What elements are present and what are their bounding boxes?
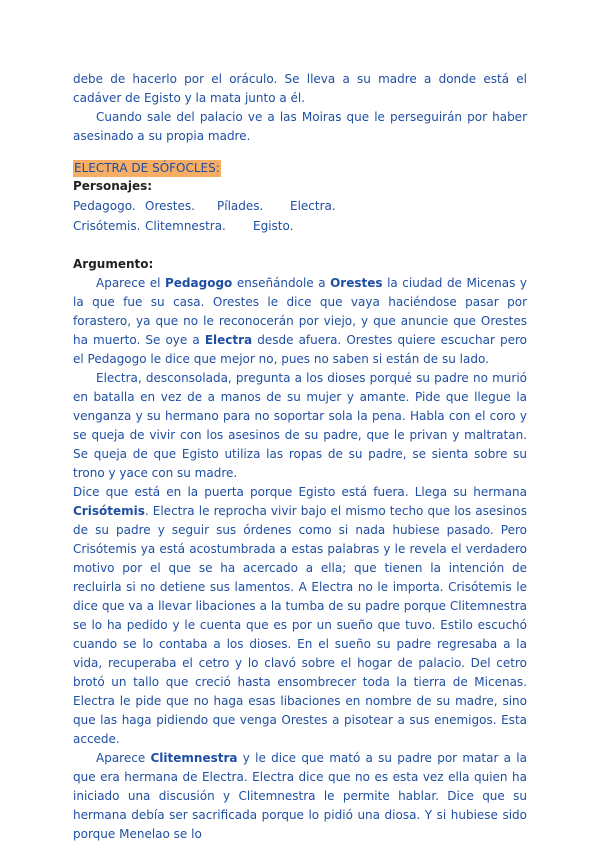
argument-paragraph-1: [73, 274, 527, 369]
intro-paragraph-moiras: Cuando sale del palacio ve a las Moiras que le perseguirán por haber asesinado a su propia madre.: [73, 110, 527, 143]
text-run: enseñándole a: [232, 276, 331, 290]
characters-label: Personajes:: [73, 179, 153, 193]
characters-row-1: [73, 196, 527, 216]
character-name: Pílades.: [217, 199, 264, 213]
character-mention-clitemnestra: Clitemnestra: [150, 751, 238, 765]
spacer: [73, 236, 527, 255]
characters-row-2: [73, 216, 527, 236]
characters-list: [73, 196, 527, 236]
character-mention-electra: Electra: [204, 333, 253, 347]
character-mention-orestes: Orestes: [330, 276, 383, 290]
character-mention-crisotemis: Crisótemis: [73, 504, 145, 518]
argument-paragraph-2: Electra, desconsolada, pregunta a los dioses porqué su padre no murió en batalla en vez de a manos de su mujer y amante. Pide que llegue la venganza y su hermano para no soportar sola la pena. Habla con el coro y se queja de vivir con los asesinos de su padre, que le privan y maltratan. Se queja de que Egisto utiliza las ropas de su padre, se sienta sobre su trono y yace con su madre.: [73, 371, 527, 480]
section-heading-wrapper: [73, 146, 527, 177]
section-title: ELECTRA DE SÓFOCLES:: [74, 161, 220, 175]
character-mention-pedagogo: Pedagogo: [165, 276, 233, 290]
character-name: Orestes.: [145, 199, 195, 213]
character-name: Egisto.: [253, 219, 294, 233]
argument-paragraph-3: [73, 483, 527, 749]
argument-label: Argumento:: [73, 257, 154, 271]
text-run: la ciudad de Micenas y la que fue su casa. Orestes le dice que vaya haciéndose pasar por forastero, ya que no le reconocerán por viejo, y que anuncie que Orestes ha muerto. Se oye a: [73, 276, 527, 347]
text-run: desde afuera. Orestes quiere escuchar pero el Pedagogo le dice que mejor no, pues no saben si están de su lado.: [73, 333, 527, 366]
text-run: Aparece: [96, 751, 151, 765]
text-run: . Electra le reprocha vivir bajo el mismo techo que los asesinos de su padre y seguir sus órdenes como si nada hubiese pasado. Pero Crisótemis ya está acostumbrada a estas palabras y le revela el verdadero motivo por el que se ha acercado a ella; que tienen la intención de recluirla si no detiene sus lamentos. A Electra no le importa. Crisótemis le dice que va a llevar libaciones a la tumba de su padre porque Clitemnestra se lo ha pedido y le cuenta que es por un sueño que tuvo. Estilo escuchó cuando se lo contaba a los dioses. En el sueño su padre regresaba a la vida, recuperaba el cetro y lo clavó sobre el hogar de palacio. Del cetro brotó un tallo que creció hasta ensombrecer toda la tierra de Micenas. Electra le pide que no haga esas libaciones en nombre de su madre, sino que las haga pidiendo que venga Orestes a pisotear a sus enemigos. Esta accede.: [73, 504, 527, 746]
character-name: Pedagogo.: [73, 199, 136, 213]
character-name: Crisótemis.: [73, 219, 141, 233]
intro-paragraph-continuation: debe de hacerlo por el oráculo. Se lleva a su madre a donde está el cadáver de Egisto y la mata junto a él.: [73, 72, 527, 105]
character-name: Clitemnestra.: [145, 219, 226, 233]
argument-paragraph-4: [73, 749, 527, 844]
text-run: Aparece el: [96, 276, 165, 290]
text-run: Dice que está en la puerta porque Egisto está fuera. Llega su hermana: [73, 485, 527, 499]
text-run: y le dice que mató a su padre por matar a la que era hermana de Electra. Electra dice que no es esta vez ella quien ha iniciado una discusión y Clitemnestra le permite hablar. Dice que su hermana debía ser sacrificada porque lo pidió una diosa. Y si hubiese sido porque Menelao se lo: [73, 751, 527, 841]
character-name: Electra.: [290, 199, 336, 213]
